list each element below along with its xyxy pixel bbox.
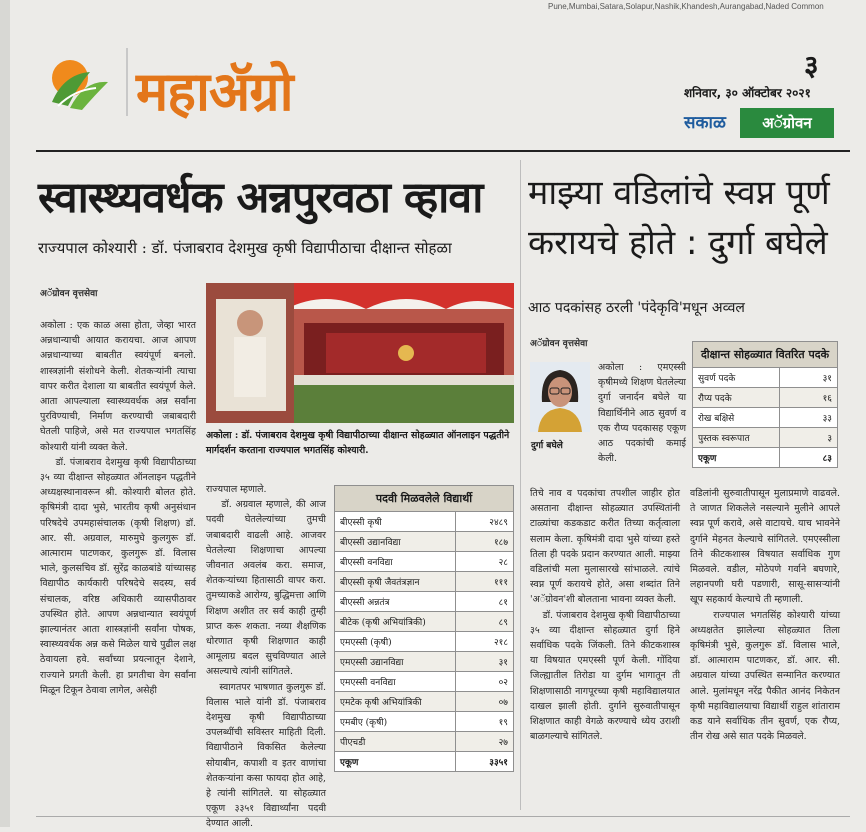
- story2-subheadline: आठ पदकांसह ठरली 'पंदेकृवि'मधून अव्वल: [528, 300, 745, 316]
- scan-margin: [0, 0, 10, 827]
- degrees-table-title: पदवी मिळवलेले विद्यार्थी: [335, 486, 514, 512]
- table-row: [335, 652, 514, 672]
- table-row: [335, 632, 514, 652]
- page-bottom-rule: [36, 816, 850, 817]
- row-value: ३: [780, 428, 838, 448]
- row-value: २४८९: [456, 512, 514, 532]
- column-divider: [520, 160, 521, 810]
- row-label: पुस्तक स्वरूपात: [693, 428, 780, 448]
- table-row: [693, 428, 838, 448]
- table-row: [693, 408, 838, 428]
- agrowon-logo: अॅग्रोवन: [740, 108, 834, 138]
- row-value: १११: [456, 572, 514, 592]
- row-label: रौप्य पदके: [693, 388, 780, 408]
- edition-list: Pune,Mumbai,Satara,Solapur,Nashik,Khandesh,Aurangabad,Naded Common: [548, 2, 824, 11]
- row-value: ०७: [456, 692, 514, 712]
- convocation-photo: [206, 283, 514, 423]
- row-label: रोख बक्षिसे: [693, 408, 780, 428]
- row-label: बीएस्सी कृषी जैवतंत्रज्ञान: [335, 572, 456, 592]
- table-row: [335, 732, 514, 752]
- row-label: बीएस्सी उद्यानविद्या: [335, 532, 456, 552]
- row-value: ८१: [456, 592, 514, 612]
- story2-body-column-2: वडिलांनी सुरुवातीपासून मुलाप्रमाणे वाढवले. ते जाणत शिकलेले नसल्याने मुलीने आपले स्वप्न पूर्ण करावे, असे वाटायचे. याच भावनेने दुर्गाने मेहनत केल्याचे सांगितले. एमएस्सीला तिने कीटकशास्त्र विषयात सर्वाधिक गुण मिळवले. वडील, मोठेपणे गर्वाने बघणारे, लहानपणी घरी पडणारी, सासू-सासऱ्यांनी खूप सहकार्य केल्याचे ती म्हणाली. राज्यपाल भगतसिंह कोश्यारी यांच्या अध्यक्षतेत झालेल्या सोहळ्यात तिला कृषिमंत्री भुसे, कुलगुरू डॉ. विलास भाले, डॉ. आत्माराम पाटणकर, डॉ. आर. सी. अग्रवाल यांच्या उपस्थित सन्मानित करण्यात आले. मुलांमधून नरेंद्र पैकीत आनंद निकेतन कृषी महाविद्यालयाचा विद्यार्थी राहुल शांताराम कड याने सर्वाधिक तीन सुवर्ण, एक रौप्य, तीन रोख असे सात पदके मिळवले.: [690, 488, 840, 743]
- table-row: [335, 712, 514, 732]
- story2-intro: अकोला : एमएस्सी कृषीमध्ये शिक्षण घेतलेल्या दुर्गा जनार्दन बघेले या विद्यार्थिनीने आठ सुवर्ण व एक रौप्य पदकासह एकूण आठ पदकांची कमाई केली.: [598, 362, 689, 465]
- row-value: २७: [456, 732, 514, 752]
- table-row: [335, 552, 514, 572]
- masthead-divider: [126, 48, 128, 116]
- story2-body-column-1: तिचे नाव व पदकांचा तपशील जाहीर होत असताना दीक्षान्त सोहळ्यात उपस्थितांनी टाळ्यांचा कडकडाट करीत तिच्या कर्तृत्वाला सलाम केला. कृषिमंत्री दादा भुसे यांच्या हस्ते तिला ही पदके प्रदान करण्यात आली. माझ्या वडिलांची मला मुलासारखे सांभाळले. त्यांचे स्वप्न पूर्ण करायचे होते, असा शब्दांत तिने 'अॅग्रोवन'शी बोलताना भावना व्यक्त केली. डॉ. पंजाबराव देशमुख कृषी विद्यापीठाच्या ३५ व्या दीक्षान्त सोहळ्यात दुर्गा हिने सर्वाधिक पदके जिंकली. तिने कीटकशास्त्र या विषयात एमएस्सी पूर्ण केली. गोंदिया जिल्ह्यातील तिरोडा या दुर्गम भागातून ती शिक्षणासाठी नागपूरच्या कृषी महाविद्यालयात दाखल झाली होती. दुर्गाने सुरुवातीपासून शिक्षणात काही वेगळे करण्याचे ध्येय उराशी बाळगल्याचे सांगितले.: [530, 488, 680, 743]
- table-row: [335, 572, 514, 592]
- masthead-rule: [36, 150, 850, 152]
- issue-date: शनिवार, ३० ऑक्टोबर २०२१: [684, 86, 811, 100]
- row-label: पीएचडी: [335, 732, 456, 752]
- row-label: एमएस्सी वनविद्या: [335, 672, 456, 692]
- table-row: [335, 612, 514, 632]
- row-value: ३३: [780, 408, 838, 428]
- row-value: ३१: [780, 368, 838, 388]
- table-row: [693, 368, 838, 388]
- table-total-row: [335, 752, 514, 772]
- table-row: [335, 692, 514, 712]
- row-label: एमटेक कृषी अभियांत्रिकी: [335, 692, 456, 712]
- story2-headline: माझ्या वडिलांचे स्वप्न पूर्ण करायचे होते : दुर्गा बघेले: [528, 173, 830, 263]
- row-label: बीएस्सी अन्नतंत्र: [335, 592, 456, 612]
- student-portrait: [530, 362, 590, 432]
- medals-table: [692, 341, 838, 468]
- sakal-logo: सकाळ: [684, 113, 726, 133]
- medals-table-title: दीक्षान्त सोहळ्यात वितरित पदके: [693, 342, 838, 368]
- row-label: बीएस्सी वनविद्या: [335, 552, 456, 572]
- row-value: ८३: [780, 448, 838, 468]
- story2-byline: अॅग्रोवन वृत्तसेवा: [530, 339, 588, 349]
- row-value: १९: [456, 712, 514, 732]
- row-label: एकूण: [335, 752, 456, 772]
- table-row: [335, 532, 514, 552]
- row-label: बीएस्सी कृषी: [335, 512, 456, 532]
- leaf-sun-logo-icon: [44, 56, 114, 112]
- row-label: एमएस्सी उद्यानविद्या: [335, 652, 456, 672]
- row-label: एकूण: [693, 448, 780, 468]
- row-value: २१८: [456, 632, 514, 652]
- row-label: सुवर्ण पदके: [693, 368, 780, 388]
- table-row: [335, 592, 514, 612]
- row-value: ८९: [456, 612, 514, 632]
- story1-body-column-2: राज्यपाल म्हणाले. डॉ. अग्रवाल म्हणाले, की आज पदवी घेतलेल्यांच्या तुमची जबाबदारी वाढली आहे. आजवर घेतलेल्या शिक्षणाचा आपल्या जीवनात अवलंब करा. समाज, शेतकऱ्यांच्या हितासाठी वापर करा. तुमच्याकडे आरोग्य, बुद्धिमत्ता आणि शिक्षण अशीत तर सर्व काही तुम्ही प्राप्त करू शकता. नव्या शैक्षणिक धोरणात कृषी शिक्षणात काही आमूलाग्र बदल सुचविण्यात आले असल्याचे त्यांनी सांगितले. स्वागतपर भाषणात कुलगुरू डॉ. विलास भाले यांनी डॉ. पंजाबराव देशमुख कृषी विद्यापीठाच्या उपलब्धींची सविस्तर माहिती दिली. विद्यापीठाने विकसित केलेल्या सोयाबीन, कपाशी व इतर वाणांचा शेतकऱ्यांना कसा फायदा होत आहे, हे त्यांनी सांगितले. या सोहळ्यात एकूण ३३५१ विद्यार्थ्यांना पदवी देण्यात आली.: [206, 484, 327, 830]
- row-value: ०२: [456, 672, 514, 692]
- story1-byline: अॅग्रोवन वृत्तसेवा: [40, 289, 98, 299]
- table-total-row: [693, 448, 838, 468]
- portrait-caption: दुर्गा बघेले: [531, 441, 563, 451]
- row-label: एमएस्सी (कृषी): [335, 632, 456, 652]
- table-row: [693, 388, 838, 408]
- row-value: ३१: [456, 652, 514, 672]
- table-row: [335, 672, 514, 692]
- photo-caption: अकोला : डॉ. पंजाबराव देशमुख कृषी विद्यापीठाच्या दीक्षान्त सोहळ्यात ऑनलाइन पद्धतीने मार्गदर्शन करताना राज्यपाल भगतसिंह कोश्यारी.: [206, 430, 510, 456]
- row-value: २८: [456, 552, 514, 572]
- story1-subheadline: राज्यपाल कोश्यारी : डॉ. पंजाबराव देशमुख कृषी विद्यापीठाचा दीक्षान्त सोहळा: [38, 239, 452, 257]
- row-label: बीटेक (कृषी अभियांत्रिकी): [335, 612, 456, 632]
- row-label: एमबीए (कृषी): [335, 712, 456, 732]
- degrees-table: [334, 485, 514, 772]
- row-value: १८७: [456, 532, 514, 552]
- table-row: [335, 512, 514, 532]
- story1-body-column-1: अकोला : एक काळ असा होता, जेव्हा भारत अन्नधान्याची आयात करायचा. आज आपण अन्नधान्याच्या बाबतीत स्वयंपूर्ण बनलो. शास्त्रज्ञांनी संशोधने केली. शेतकऱ्यांनी त्याचा वापर करीत देशाला या बाबतीत स्वयंपूर्ण केले. आता आपल्याला स्वास्थ्यवर्धक अन्न सर्वांना पुरविण्याची, निर्माण करण्याची जबाबदारी घेतली पाहिजे, असे मत राज्यपाल भगतसिंह कोश्यारी यांनी व्यक्त केले. डॉ. पंजाबराव देशमुख कृषी विद्यापीठाच्या ३५ व्या दीक्षान्त सोहळ्यात ऑनलाइन पद्धतीने अध्यक्षस्थानावरून श्री. कोश्यारी बोलत होते. कृषिमंत्री दादा भुसे, भारतीय कृषी अनुसंधान परिषदेचे उपमहासंचालक (कृषी शिक्षण) डॉ. आर. सी. अग्रवाल, मारुमुघे कुलगुरू डॉ. आत्माराम पाटणकर, कुलगुरू डॉ. विलास भाले, कुलसचिव डॉ. सुरेंद्र काळबांडे यांच्यासह विद्यापीठ कार्यकारी परिषदेचे सदस्य, सर्व संचालक, वरिष्ठ अधिकारी व्यासपीठावर उपस्थित होते. आपण अन्नधान्यात स्वयंपूर्ण झाल्यानंतर आता शास्त्रज्ञांनी सर्वांना पोषक, स्वास्थ्यवर्धक अन्न कसे मिळेल याचे पुढील लक्ष ठेवायला हवे. सर्वांच्या प्रयत्नातून देशाने, राज्याने प्रगती केली. हा प्रगतीचा वेग सर्वांना मिळून टिकून ठेवावा लागेल, असेही: [40, 320, 196, 696]
- row-value: १६: [780, 388, 838, 408]
- story1-headline: स्वास्थ्यवर्धक अन्नपुरवठा व्हावा: [38, 173, 483, 223]
- row-value: ३३५१: [456, 752, 514, 772]
- brand-title: महाॲग्रो: [136, 60, 293, 123]
- page-number: ३: [804, 49, 819, 82]
